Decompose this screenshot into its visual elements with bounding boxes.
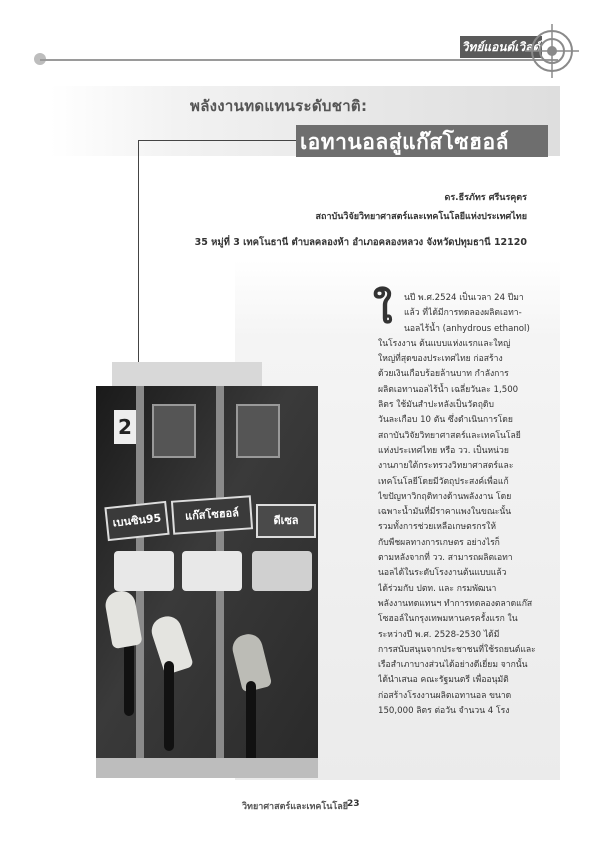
body-line: เทคโนโลยีโดยมีวัตถุประสงค์เพื่อแก้ xyxy=(378,476,509,487)
body-line: วันละเกือบ 10 ตัน ซึ่งดำเนินการโดย xyxy=(378,415,513,426)
body-line: ได้นำเสนอ คณะรัฐมนตรี เพื่ออนุมัติ xyxy=(378,675,509,686)
body-line: ระหว่างปี พ.ศ. 2528-2530 ได้มี xyxy=(378,629,500,640)
body-line: ลิตร ใช้มันสำปะหลังเป็นวัตถุดิบ xyxy=(378,400,494,411)
body-line: งานภายใต้กระทรวงวิทยาศาสตร์และ xyxy=(378,461,514,472)
title-connector-vertical xyxy=(138,140,139,386)
pump-display xyxy=(236,404,280,458)
body-line: กับพืชผลทางการเกษตร อย่างไรก็ xyxy=(378,537,500,548)
body-line: การสนับสนุนจากประชาชนที่ใช้รถยนต์และ xyxy=(378,644,536,655)
section-tab: วิทย์แอนด์เวิลด์ xyxy=(460,36,542,58)
body-line: นอลไร้น้ำ (anhydrous ethanol) xyxy=(404,323,530,334)
label-gasohol: แก๊สโซฮอล์ xyxy=(171,495,253,534)
pump-display xyxy=(152,404,196,458)
author-affiliation: สถาบันวิจัยวิทยาศาสตร์และเทคโนโลยีแห่งประเทศไทย xyxy=(315,212,527,222)
pump-panel xyxy=(114,551,174,591)
label-diesel: ดีเซล xyxy=(256,504,316,538)
body-line: ได้ร่วมกับ ปตท. และ กรมพัฒนา xyxy=(378,583,497,594)
section-emblem-icon xyxy=(521,20,583,82)
article-body xyxy=(378,291,538,719)
article-title-line1: พลังงานทดแทนระดับชาติ: xyxy=(190,97,368,115)
body-line: ด้วยเงินเกือบร้อยล้านบาท กำลังการ xyxy=(378,369,509,380)
page-number: 23 xyxy=(347,799,360,809)
body-line: 150,000 ลิตร ต่อวัน จำนวน 4 โรง xyxy=(378,706,510,717)
body-line: โซฮอล์ในกรุงเทพมหานครครั้งแรก ใน xyxy=(378,614,518,625)
pump-panel xyxy=(182,551,242,591)
author-name: ดร.ธีรภัทร ศรีนรคุตร xyxy=(444,193,527,203)
pump-panel xyxy=(252,551,312,591)
body-line: รวมทั้งการช่วยเหลือเกษตรกรให้ xyxy=(378,522,497,533)
body-line: นอลได้ในระดับโรงงานต้นแบบแล้ว xyxy=(378,568,507,579)
label-benzin95: เบนซิน95 xyxy=(104,501,169,541)
body-line: แห่งประเทศไทย หรือ วว. เป็นหน่วย xyxy=(378,445,509,456)
title-connector-line xyxy=(138,140,296,141)
body-line: ในโรงงาน ต้นแบบแห่งแรกและใหญ่ xyxy=(378,338,511,349)
body-line: ผลิตเอทานอลไร้น้ำ เฉลี่ยวันละ 1,500 xyxy=(378,384,519,395)
body-line: เรือสำเภาบางส่วนได้อย่างดีเยี่ยม จากนั้น xyxy=(378,660,528,671)
fuel-pump-photo xyxy=(96,386,318,758)
body-line: นปี พ.ศ.2524 เป็นเวลา 24 ปีมา xyxy=(404,293,524,303)
footer-magazine-name: วิทยาศาสตร์และเทคโนโลยี xyxy=(242,802,349,812)
body-line: ใหญ่ที่สุดของประเทศไทย ก่อสร้าง xyxy=(378,354,503,365)
photo-bottom-bar xyxy=(96,758,318,778)
fuel-hose xyxy=(246,681,256,758)
body-line: เฉพาะน้ำมันที่มีราคาแพงในขณะนั้น xyxy=(378,507,512,518)
author-address: 35 หมู่ที่ 3 เทคโนธานี ตำบลคลองห้า อำเภอคลองหลวง จังหวัดปทุมธานี 12120 xyxy=(194,237,527,248)
article-title-line2: เอทานอลสู่แก๊สโซฮอล์ xyxy=(300,130,509,154)
body-line: สถาบันวิจัยวิทยาศาสตร์และเทคโนโลยี xyxy=(378,430,521,441)
fuel-hose xyxy=(164,661,174,751)
body-line: พลังงานทดแทนฯ ทำการทดลองตลาดแก๊ส xyxy=(378,598,533,609)
body-line: ไขปัญหาวิกฤติทางด้านพลังงาน โดย xyxy=(378,491,512,502)
drop-cap: ใ xyxy=(373,287,393,333)
body-line: แล้ว ที่ได้มีการทดลองผลิตเอทา- xyxy=(404,308,522,319)
body-line: ก่อสร้างโรงงานผลิตเอทานอล ขนาด xyxy=(378,690,512,701)
header-rule xyxy=(40,59,558,61)
pump-number: 2 xyxy=(114,410,136,444)
body-line: ตามหลังจากที่ วว. สามารถผลิตเอทา xyxy=(378,553,513,564)
